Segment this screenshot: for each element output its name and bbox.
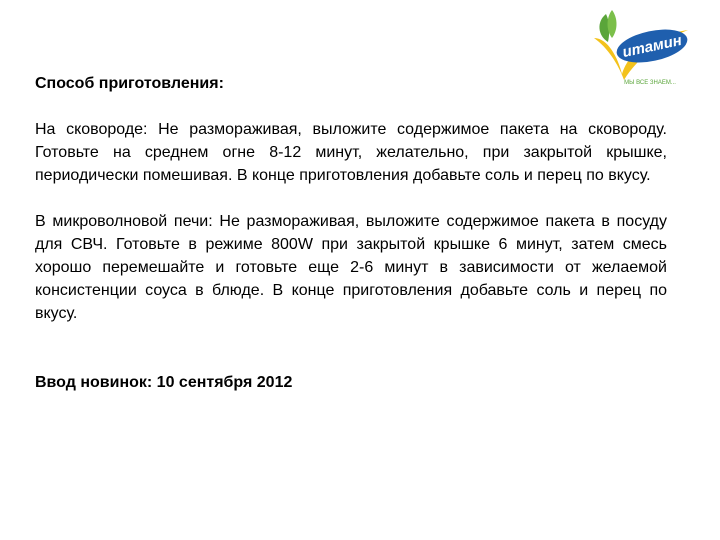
section-heading: Способ приготовления: <box>35 75 224 92</box>
spacer <box>35 348 667 371</box>
logo-brand-text: итамин <box>620 31 684 62</box>
release-date: Ввод новинок: 10 сентября 2012 <box>35 374 293 391</box>
logo-tagline: МЫ ВСЕ ЗНАЕМ... <box>624 80 676 86</box>
microwave-instructions: В микроволновой печи: Не размораживая, выложите содержимое пакета в посуду для СВЧ. Готовьте в режиме 800W при закрытой крышке 6 минут, затем смесь хорошо перемешайте и готовьте еще 2-6 минут в зависимости от желаемой консистенции соуса в блюде. В конце приготовления добавьте соль и перец по вкусу. <box>35 213 667 322</box>
instructions-content <box>35 72 667 394</box>
pan-instructions: На сковороде: Не размораживая, выложите содержимое пакета на сковороду. Готовьте на среднем огне 8-12 минут, желательно, при закрытой крышке, периодически помешивая. В конце приготовления добавьте соль и перец по вкусу. <box>35 121 667 184</box>
